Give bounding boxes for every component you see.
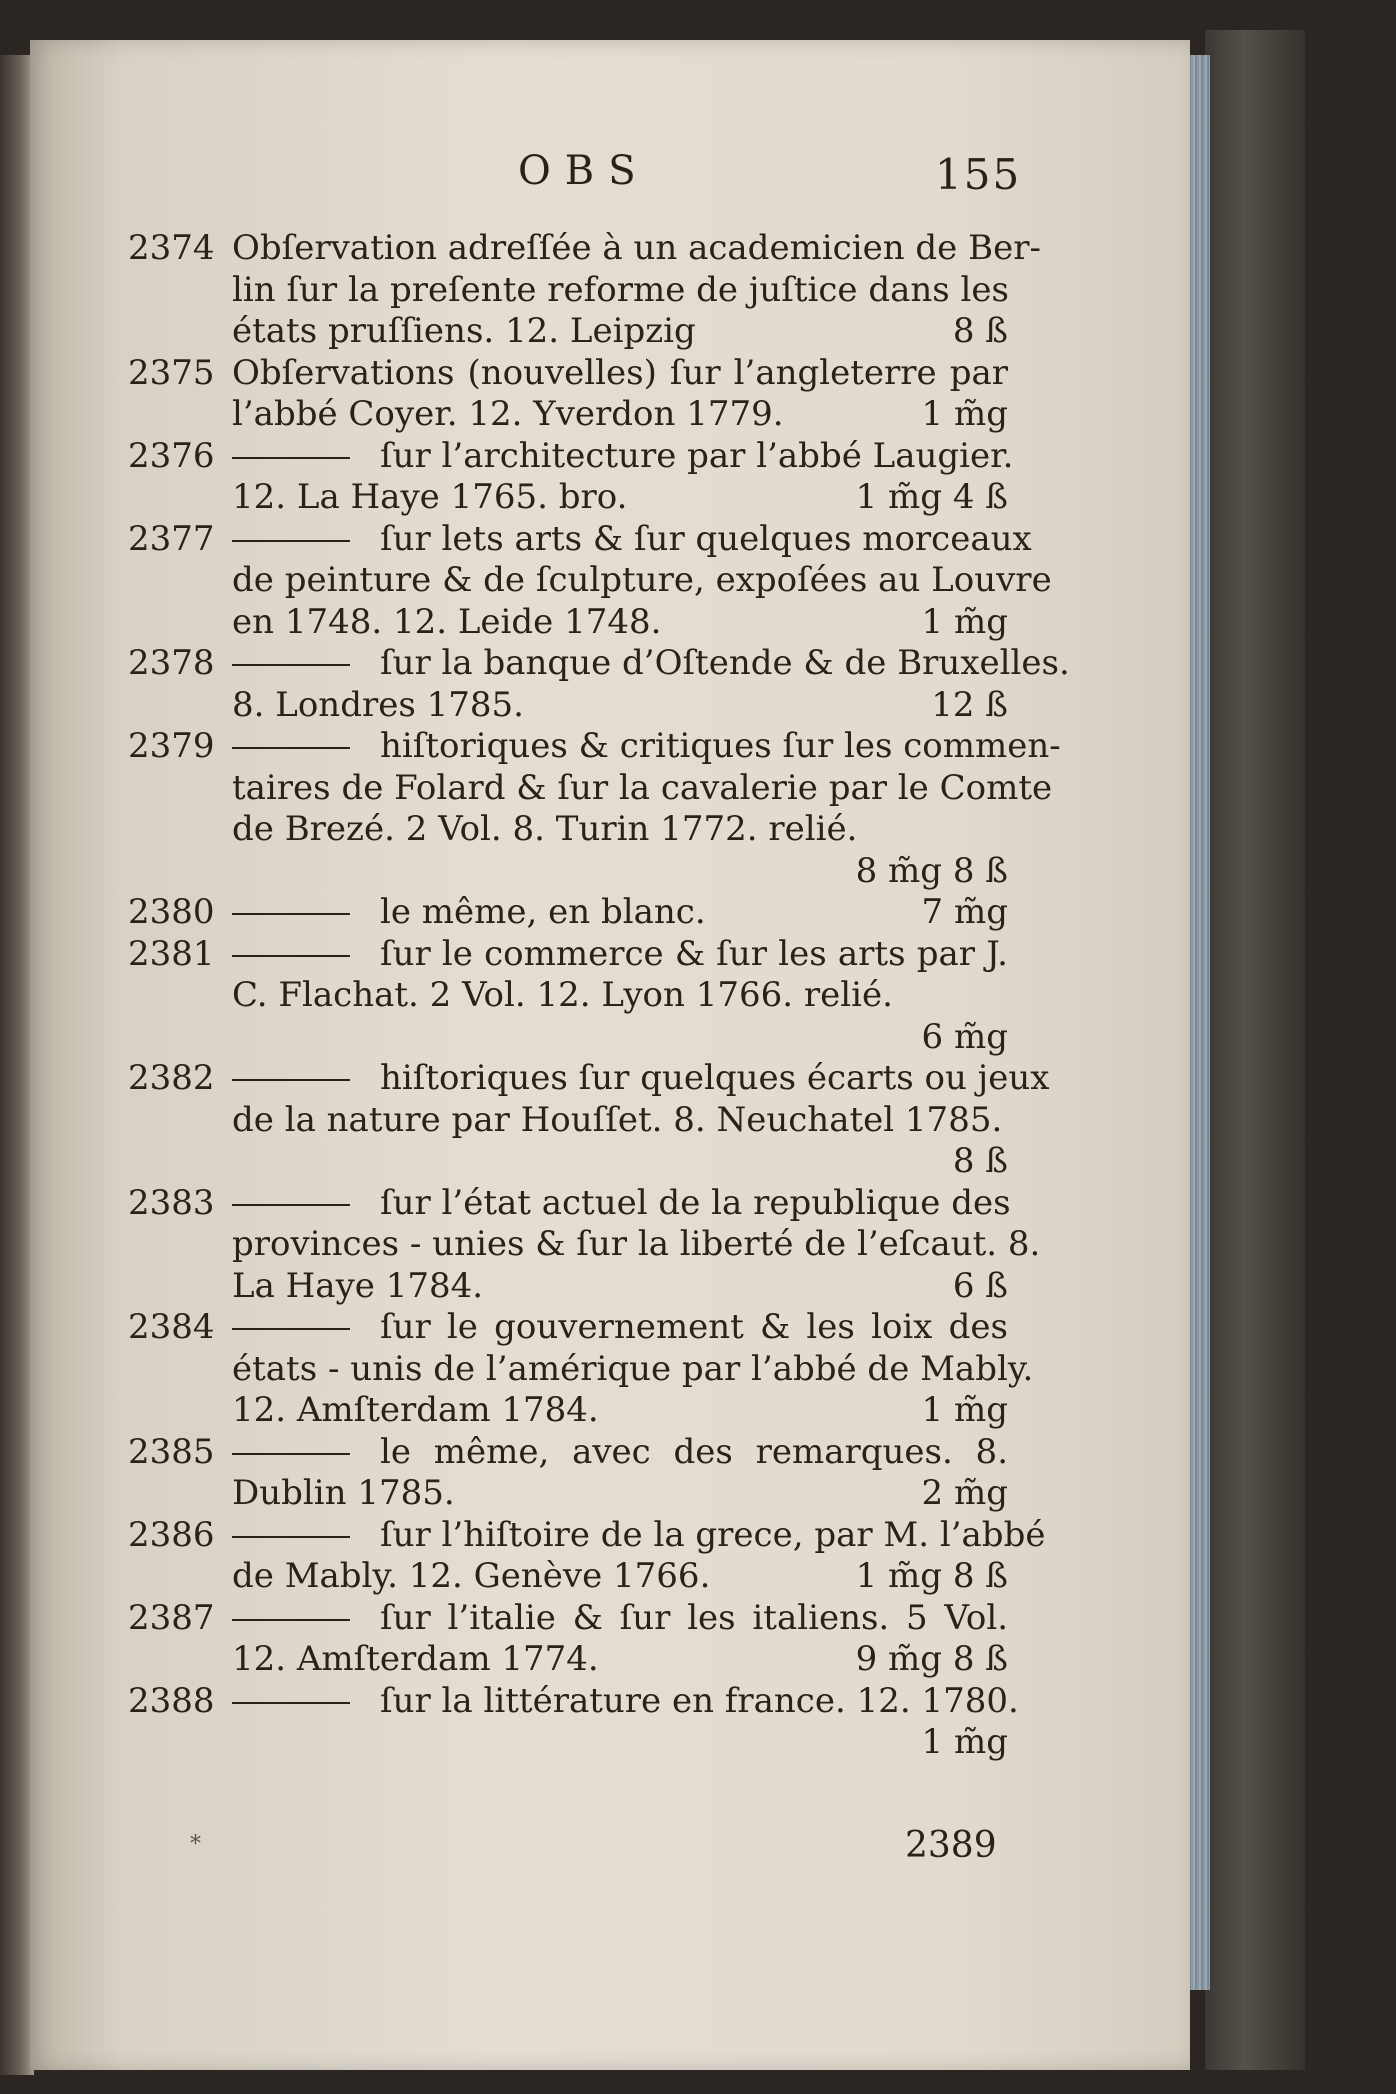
entry-number: 2382 — [128, 1058, 215, 1098]
entry-line-text: le même, avec des remarques. 8. — [380, 1431, 1008, 1472]
entry-number: 2386 — [128, 1514, 215, 1555]
entry-text — [232, 1432, 1008, 1515]
running-title: OBS — [518, 148, 650, 194]
entry-number: 2374 — [128, 228, 215, 268]
entry-line-text: l’abbé Coyer. 12. Yverdon 1779. — [232, 394, 784, 434]
catalogue-entry — [128, 353, 1008, 436]
entry-number: 2380 — [128, 892, 215, 932]
entry-number: 2378 — [128, 643, 215, 683]
book-cover-edge — [1205, 30, 1305, 2070]
entry-number: 2385 — [128, 1431, 215, 1472]
entry-line — [232, 1598, 1008, 1640]
entry-line-text: de peinture & de ſculpture, expoſées au Louvre — [232, 560, 1052, 600]
entry-text — [232, 1598, 1008, 1681]
entry-line-text: ſur le gouvernement & les loix des — [380, 1307, 1008, 1347]
entry-text — [232, 1182, 1041, 1308]
entry-line-text: 12. Amſterdam 1774. — [232, 1639, 599, 1679]
entry-line — [232, 767, 1053, 810]
entry-price: 8 m̃g 8 ß — [855, 850, 1008, 891]
entry-number: 2381 — [128, 933, 215, 974]
running-header — [0, 140, 1396, 200]
entry-line-text: ſur la banque d’Oſtende & de Bruxelles. — [380, 643, 1070, 683]
ditto-dash — [232, 747, 350, 749]
ditto-dash — [232, 540, 350, 542]
entry-text — [232, 643, 1070, 726]
entry-price: 1 m̃g 8 ß — [855, 1556, 1008, 1596]
entry-number: 2384 — [128, 1307, 215, 1347]
entry-line-text: ſur l’italie & ſur les italiens. 5 Vol. — [380, 1597, 1008, 1638]
entry-line-text: ſur l’architecture par l’abbé Laugier. — [380, 435, 1014, 476]
entry-line — [232, 477, 1008, 519]
entry-text — [232, 892, 1008, 934]
entry-line-text: C. Flachat. 2 Vol. 12. Lyon 1766. relié. — [232, 975, 893, 1015]
catalogue-entry — [128, 1680, 1019, 1764]
entry-line-text: hiſtoriques ſur quelques écarts ou jeux — [380, 1058, 1050, 1098]
catchword: 2389 — [905, 1825, 997, 1866]
entry-number: 2387 — [128, 1597, 215, 1638]
entry-price: 1 m̃g — [921, 1722, 1008, 1762]
entry-line — [232, 1473, 1008, 1515]
catalogue-entry — [128, 1432, 1008, 1515]
entry-price: 1 m̃g — [921, 1390, 1008, 1430]
entry-price: 1 m̃g — [921, 394, 1008, 434]
entry-line — [232, 1100, 1008, 1142]
entry-line-text: lin ſur la preſente reforme de juſtice dans les — [232, 269, 1009, 310]
entry-line-text: de la nature par Houſſet. 8. Neuchatel 1785. — [232, 1099, 1003, 1140]
entry-line-text: de Brezé. 2 Vol. 8. Turin 1772. relié. — [232, 809, 858, 849]
entry-text — [232, 1514, 1046, 1598]
entry-line — [232, 1390, 1008, 1432]
entry-text — [232, 934, 1008, 1059]
entry-line-text: de Mably. 12. Genève 1766. — [232, 1556, 711, 1596]
entry-line — [232, 1432, 1008, 1474]
entry-line — [232, 394, 1008, 436]
ditto-dash — [232, 1536, 350, 1538]
entry-line — [232, 1348, 1034, 1391]
entry-text — [232, 1058, 1050, 1183]
entry-price: 9 m̃g 8 ß — [855, 1639, 1008, 1679]
entry-line — [232, 1307, 1008, 1349]
entry-line-text: en 1748. 12. Leide 1748. — [232, 601, 662, 642]
entry-line-text: 12. Amſterdam 1784. — [232, 1390, 599, 1430]
entry-line — [232, 685, 1008, 727]
ditto-dash — [232, 457, 350, 459]
entry-line — [232, 643, 1070, 685]
entry-line — [232, 311, 1008, 353]
entry-line-text: taires de Folard & ſur la cavalerie par le Comte — [232, 767, 1053, 808]
entry-line — [232, 518, 1032, 561]
catalogue-entry — [128, 1182, 1041, 1308]
catalogue-entry — [128, 518, 1052, 644]
catalogue-entry — [128, 1598, 1008, 1681]
entry-line — [232, 1058, 1050, 1100]
ditto-dash — [232, 1619, 350, 1621]
ditto-dash — [232, 1453, 350, 1455]
catalogue-entry — [128, 1307, 1034, 1432]
entry-text — [232, 353, 1008, 436]
entry-price: 1 m̃g 4 ß — [855, 477, 1008, 517]
entry-line — [232, 726, 1061, 768]
entry-line-text: 12. La Haye 1765. bro. — [232, 477, 628, 517]
ditto-dash — [232, 955, 350, 957]
page-number: 155 — [935, 150, 1022, 199]
entry-line — [232, 1514, 1046, 1557]
catalogue-entry — [128, 726, 1061, 892]
entry-price: 6 ß — [952, 1265, 1008, 1306]
entry-line — [232, 1266, 1008, 1308]
entry-line-text: Obſervation adreſſée à un academicien de Ber- — [232, 228, 1041, 268]
entry-price: 8 ß — [952, 1141, 1008, 1181]
catalogue-entry — [128, 892, 1008, 934]
entry-number: 2383 — [128, 1182, 215, 1223]
entry-number: 2375 — [128, 352, 215, 393]
entry-line-text: hiſtoriques & critiques ſur les commen- — [380, 726, 1061, 766]
catalogue-entry — [128, 435, 1014, 519]
entry-price: 6 m̃g — [921, 1016, 1008, 1057]
entry-line — [232, 1639, 1008, 1681]
entry-line — [232, 892, 1008, 934]
entry-price: 12 ß — [931, 684, 1008, 725]
catalogue-entries — [128, 228, 1070, 1764]
catalogue-entry — [128, 643, 1070, 726]
entry-line-text: états - unis de l’amérique par l’abbé de Mably. — [232, 1348, 1034, 1389]
entry-number: 2388 — [128, 1680, 215, 1721]
catalogue-entry — [128, 1058, 1050, 1183]
entry-price: 8 ß — [952, 311, 1008, 351]
entry-line — [232, 1224, 1041, 1266]
entry-line-text: Obſervations (nouvelles) ſur l’angleterre par — [232, 352, 1008, 393]
entry-line — [232, 435, 1014, 478]
entry-text — [232, 1680, 1019, 1764]
entry-text — [232, 518, 1052, 644]
entry-number: 2376 — [128, 435, 215, 476]
entry-text — [232, 228, 1041, 353]
ditto-dash — [232, 913, 350, 915]
entry-text — [232, 726, 1061, 892]
entry-price: 1 m̃g — [921, 601, 1008, 642]
entry-line-text: ſur l’hiſtoire de la grece, par M. l’abbé — [380, 1514, 1046, 1555]
entry-line — [232, 1680, 1019, 1723]
footer-mark: * — [190, 1832, 201, 1857]
entry-line — [232, 934, 1008, 976]
ditto-dash — [232, 1328, 350, 1330]
entry-line-text: ſur lets arts & ſur quelques morceaux — [380, 518, 1032, 559]
entry-line-text: états pruſſiens. 12. Leipzig — [232, 311, 696, 351]
entry-line — [232, 1556, 1008, 1598]
entry-number: 2377 — [128, 518, 215, 559]
entry-line — [232, 809, 1008, 851]
ditto-dash — [232, 1702, 350, 1704]
entry-line-text: ſur la littérature en france. 12. 1780. — [380, 1680, 1019, 1721]
entry-line-text: La Haye 1784. — [232, 1265, 484, 1306]
entry-price: 7 m̃g — [921, 892, 1008, 932]
entry-line-text: provinces - unies & ſur la liberté de l’eſcaut. 8. — [232, 1224, 1041, 1264]
entry-line-text: ſur le commerce & ſur les arts par J. — [380, 933, 1008, 974]
entry-line — [232, 270, 1008, 312]
entry-line — [232, 228, 1041, 270]
ditto-dash — [232, 664, 350, 666]
ditto-dash — [232, 1079, 350, 1081]
book-gutter — [0, 55, 34, 2075]
entry-text — [232, 435, 1014, 519]
entry-line-text: 8. Londres 1785. — [232, 684, 524, 725]
entry-line — [232, 602, 1008, 644]
entry-number: 2379 — [128, 726, 215, 766]
entry-line — [232, 1182, 1011, 1225]
entry-text — [232, 1307, 1034, 1432]
entry-line-text: ſur l’état actuel de la republique des — [380, 1182, 1011, 1223]
entry-line — [232, 975, 1008, 1017]
catalogue-entry — [128, 934, 1008, 1059]
entry-line — [232, 560, 1052, 602]
entry-price: 2 m̃g — [921, 1473, 1008, 1513]
entry-line — [232, 353, 1008, 395]
catalogue-entry — [128, 1514, 1046, 1598]
catalogue-entry — [128, 228, 1041, 353]
entry-line-text: Dublin 1785. — [232, 1473, 455, 1513]
ditto-dash — [232, 1204, 350, 1206]
entry-line-text: le même, en blanc. — [380, 892, 706, 932]
